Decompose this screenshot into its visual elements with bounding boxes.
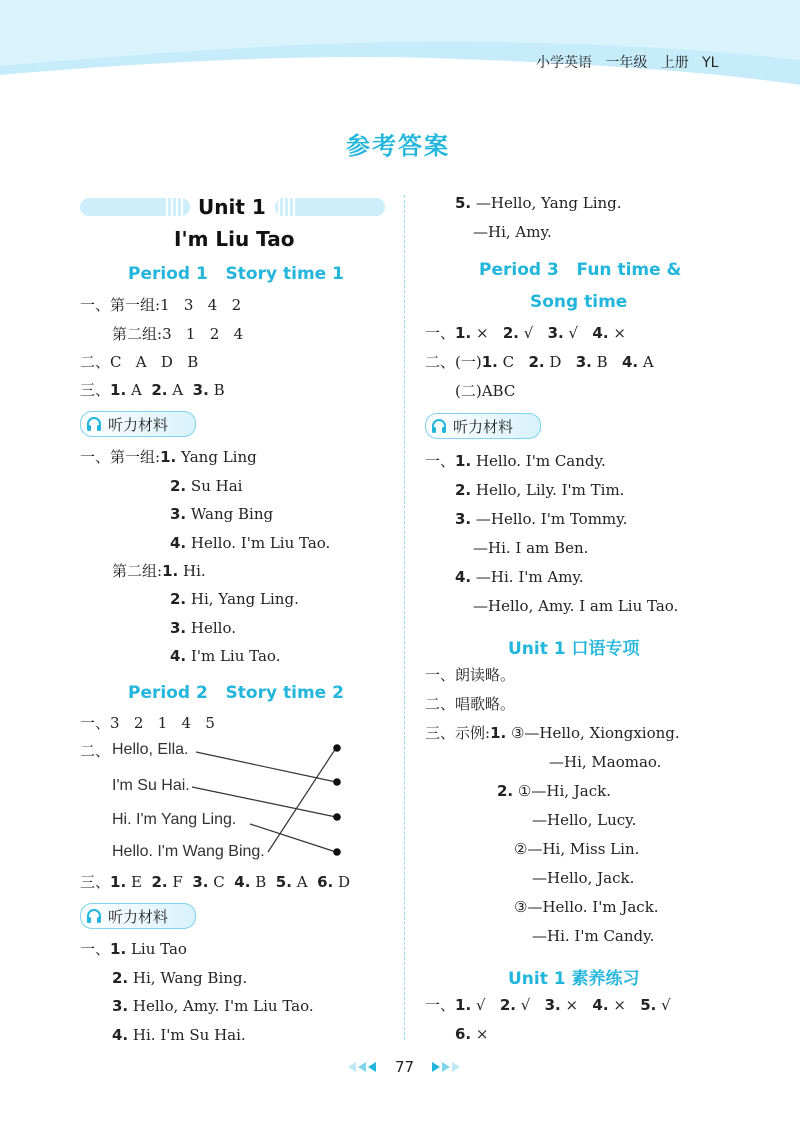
p2-line1-label: 一、 bbox=[80, 714, 111, 732]
num: 3. bbox=[575, 353, 592, 371]
num: 2. bbox=[151, 381, 168, 399]
l3-line3b: —Hi. I am Ben. bbox=[473, 539, 589, 557]
num: 1. bbox=[455, 452, 472, 470]
num: 6. bbox=[455, 1025, 472, 1043]
num: 1. bbox=[160, 448, 177, 466]
num: 5. bbox=[275, 873, 292, 891]
l2-label: 一、 bbox=[80, 940, 111, 958]
num: 1. bbox=[110, 940, 127, 958]
num: 3. bbox=[192, 873, 209, 891]
val: × bbox=[613, 996, 626, 1014]
headphones-icon bbox=[86, 908, 102, 924]
val: Hello. I'm Candy. bbox=[475, 452, 606, 470]
p1-line1-answer: 1 3 4 2 bbox=[160, 296, 242, 314]
oral-line5 bbox=[497, 782, 611, 800]
oral-line8: —Hello, Jack. bbox=[532, 869, 635, 887]
match-item-1: Hello, Ella. bbox=[112, 741, 189, 758]
oral-line9: ③—Hello. I'm Jack. bbox=[514, 898, 659, 916]
l1-label: 一、第一组: bbox=[80, 448, 161, 466]
oral-line6: —Hello, Lucy. bbox=[532, 811, 637, 829]
oral-line7: ②—Hi, Miss Lin. bbox=[514, 840, 640, 858]
val: √ bbox=[523, 324, 534, 342]
num: 1. bbox=[490, 724, 507, 742]
oral-line4: —Hi, Maomao. bbox=[549, 753, 662, 771]
num: 3. bbox=[544, 996, 561, 1014]
l3-label: 一、 bbox=[425, 452, 456, 470]
p1-line3-label: 二、 bbox=[80, 353, 111, 371]
listening-title-1: 听力材料 bbox=[108, 416, 169, 434]
num: 2. bbox=[455, 481, 472, 499]
val: Liu Tao bbox=[130, 940, 187, 958]
l3-line2 bbox=[455, 481, 624, 499]
header-volume: 上册 bbox=[660, 55, 689, 71]
oral-line10: —Hi. I'm Candy. bbox=[532, 927, 655, 945]
val: Su Hai bbox=[190, 477, 243, 495]
unit-subtitle: I'm Liu Tao bbox=[174, 227, 295, 251]
match-line-4 bbox=[268, 748, 336, 852]
p1-line3-answer: C A D B bbox=[110, 353, 199, 371]
header-edition: YL bbox=[702, 55, 719, 71]
val: Hi. bbox=[182, 562, 206, 580]
num: 4. bbox=[621, 353, 639, 371]
footer-arrows-right-icon bbox=[428, 1061, 462, 1073]
val: Wang Bing bbox=[190, 505, 274, 523]
num: 1. bbox=[110, 873, 127, 891]
val: √ bbox=[568, 324, 579, 342]
p2-line3-label: 三、 bbox=[80, 873, 111, 891]
footer-arrows-left-icon bbox=[346, 1061, 380, 1073]
num: 1. bbox=[110, 381, 127, 399]
val: C bbox=[213, 873, 225, 891]
header-subject: 小学英语 bbox=[536, 55, 592, 71]
val: Hi. I'm Su Hai. bbox=[132, 1026, 246, 1044]
p3-line1-label: 一、 bbox=[425, 324, 456, 342]
oral-label: 三、示例: bbox=[425, 724, 491, 742]
p3-line2-label: 二、(一) bbox=[425, 353, 482, 371]
page-number: 77 bbox=[395, 1058, 415, 1076]
val: Hello, Amy. I'm Liu Tao. bbox=[132, 997, 314, 1015]
val: Hi, Wang Bing. bbox=[132, 969, 248, 987]
num: 4. bbox=[234, 873, 251, 891]
val: B bbox=[596, 353, 608, 371]
l2-line1 bbox=[80, 940, 187, 958]
unit-title: Unit 1 bbox=[198, 195, 266, 219]
val: Hello. I'm Liu Tao. bbox=[190, 534, 331, 552]
val: √ bbox=[475, 996, 486, 1014]
val: Yang Ling bbox=[180, 448, 257, 466]
period2-title: Period 2 Story time 2 bbox=[128, 683, 344, 703]
val: —Hello, Yang Ling. bbox=[475, 194, 622, 212]
val: A bbox=[130, 381, 142, 399]
val: √ bbox=[520, 996, 531, 1014]
l1-group2: 第二组: bbox=[112, 562, 163, 580]
r-line-5 bbox=[455, 194, 622, 212]
num: 3. bbox=[170, 505, 187, 523]
val: I'm Liu Tao. bbox=[190, 647, 281, 665]
period1-title: Period 1 Story time 1 bbox=[128, 264, 344, 284]
val: Hello. bbox=[190, 619, 237, 637]
num: 5. bbox=[455, 194, 472, 212]
l2-line3 bbox=[112, 997, 314, 1015]
val: A bbox=[172, 381, 184, 399]
val: B bbox=[255, 873, 267, 891]
val: F bbox=[172, 873, 183, 891]
val: × bbox=[475, 324, 489, 342]
val: E bbox=[130, 873, 142, 891]
num: 3. bbox=[192, 381, 209, 399]
listening-title-2: 听力材料 bbox=[108, 908, 169, 926]
match-item-4: Hello. I'm Wang Bing. bbox=[112, 843, 265, 860]
l2-line4 bbox=[112, 1026, 246, 1044]
val: D bbox=[549, 353, 562, 371]
num: 3. bbox=[170, 619, 187, 637]
val: Hello, Lily. I'm Tim. bbox=[475, 481, 625, 499]
num: 4. bbox=[112, 1026, 129, 1044]
num: 4. bbox=[170, 534, 187, 552]
match-dot-2 bbox=[333, 778, 341, 786]
p1-line1-label: 一、第一组: bbox=[80, 296, 161, 314]
val: × bbox=[475, 1025, 489, 1043]
match-line-1 bbox=[196, 752, 336, 782]
lit-line2 bbox=[455, 1025, 489, 1043]
p2-line1-answer: 3 2 1 4 5 bbox=[110, 714, 215, 732]
num: 1. bbox=[162, 562, 179, 580]
r-line-5b: —Hi, Amy. bbox=[473, 223, 552, 241]
p3-line3: (二)ABC bbox=[455, 382, 516, 400]
p2-line2-label: 二、 bbox=[80, 742, 111, 760]
num: 1. bbox=[481, 353, 498, 371]
l2-line2 bbox=[112, 969, 247, 987]
literacy-title: Unit 1 素养练习 bbox=[508, 969, 640, 989]
num: 6. bbox=[317, 873, 334, 891]
l3-line3 bbox=[455, 510, 627, 528]
num: 1. bbox=[455, 324, 472, 342]
num: 3. bbox=[112, 997, 129, 1015]
l3-line4 bbox=[455, 568, 584, 586]
l3-line1 bbox=[425, 452, 606, 470]
p3-line2 bbox=[425, 353, 654, 371]
num: 5. bbox=[640, 996, 657, 1014]
p1-line2-label: 第二组: bbox=[112, 325, 163, 343]
num: 2. bbox=[112, 969, 129, 987]
num: 4. bbox=[455, 568, 472, 586]
val: × bbox=[613, 324, 626, 342]
header-grade: 一年级 bbox=[605, 55, 648, 71]
num: 4. bbox=[592, 996, 609, 1014]
val: Hi, Yang Ling. bbox=[190, 590, 299, 608]
listening-title-3: 听力材料 bbox=[453, 418, 514, 436]
num: 2. bbox=[170, 590, 187, 608]
num: 3. bbox=[547, 324, 564, 342]
match-item-2: I'm Su Hai. bbox=[112, 777, 190, 794]
val: A bbox=[642, 353, 654, 371]
num: 2. bbox=[170, 477, 187, 495]
val: ①—Hi, Jack. bbox=[517, 782, 611, 800]
match-dot-3 bbox=[333, 813, 341, 821]
num: 3. bbox=[455, 510, 472, 528]
num: 2. bbox=[502, 324, 519, 342]
val: —Hello. I'm Tommy. bbox=[475, 510, 628, 528]
num: 4. bbox=[592, 324, 609, 342]
val: A bbox=[296, 873, 308, 891]
period3-title-2: Song time bbox=[530, 292, 628, 312]
val: C bbox=[502, 353, 515, 371]
page-title: 参考答案 bbox=[346, 132, 450, 160]
val: × bbox=[565, 996, 579, 1014]
l3-line4b: —Hello, Amy. I am Liu Tao. bbox=[473, 597, 679, 615]
match-line-3 bbox=[250, 824, 336, 852]
lit-label: 一、 bbox=[425, 996, 456, 1014]
oral-line2: 二、唱歌略。 bbox=[425, 695, 516, 713]
p1-line2-answer: 3 1 2 4 bbox=[162, 325, 244, 343]
period3-title-1: Period 3 Fun time & bbox=[479, 260, 682, 280]
match-item-3: Hi. I'm Yang Ling. bbox=[112, 811, 237, 828]
num: 2. bbox=[497, 782, 514, 800]
num: 2. bbox=[499, 996, 516, 1014]
p2-line3 bbox=[80, 873, 350, 891]
val: —Hi. I'm Amy. bbox=[475, 568, 584, 586]
headphones-icon bbox=[431, 418, 447, 434]
num: 1. bbox=[455, 996, 472, 1014]
val: ③—Hello, Xiongxiong. bbox=[510, 724, 680, 742]
val: D bbox=[338, 873, 351, 891]
p3-line1 bbox=[425, 324, 626, 342]
val: √ bbox=[661, 996, 671, 1014]
p1-line4-label: 三、 bbox=[80, 381, 111, 399]
num: 2. bbox=[151, 873, 168, 891]
oral-line3 bbox=[425, 724, 680, 742]
match-line-2 bbox=[192, 787, 336, 817]
num: 4. bbox=[170, 647, 187, 665]
lit-line1 bbox=[425, 996, 671, 1014]
num: 2. bbox=[528, 353, 545, 371]
oral-title: Unit 1 口语专项 bbox=[508, 639, 640, 659]
val: B bbox=[213, 381, 225, 399]
match-dot-1 bbox=[333, 744, 341, 752]
oral-line1: 一、朗读略。 bbox=[425, 666, 516, 684]
match-dot-4 bbox=[333, 848, 341, 856]
